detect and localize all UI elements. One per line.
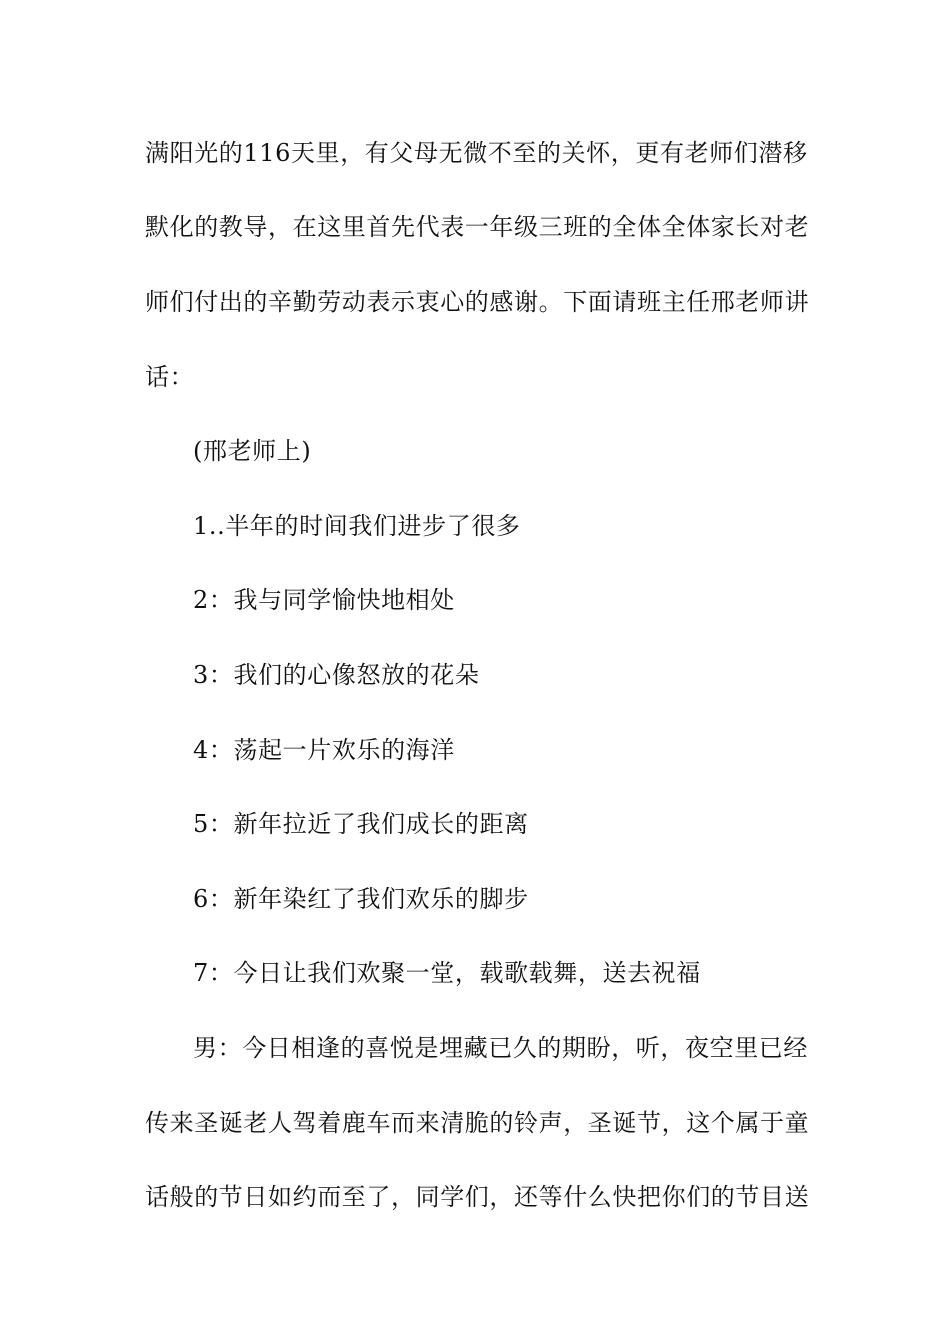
male-host-line-3: 话般的节日如约而至了，同学们，还等什么快把你们的节目送 <box>145 1183 810 1211</box>
paragraph-line-4: 话： <box>145 363 195 391</box>
paragraph-line-1: 满阳光的116天里，有父母无微不至的关怀，更有老师们潜移 <box>145 139 808 167</box>
paragraph-line-2: 默化的教导，在这里首先代表一年级三班的全体全体家长对老 <box>145 213 810 241</box>
male-host-line-1: 男：今日相逢的喜悦是埋藏已久的期盼，听，夜空里已经 <box>193 1034 808 1062</box>
list-item-1: 1..半年的时间我们进步了很多 <box>193 512 521 540</box>
list-item-7: 7：今日让我们欢聚一堂，载歌载舞，送去祝福 <box>193 959 701 987</box>
list-item-6: 6：新年染红了我们欢乐的脚步 <box>193 885 529 913</box>
stage-direction: (邢老师上) <box>193 437 312 465</box>
list-item-2: 2：我与同学愉快地相处 <box>193 586 455 614</box>
list-item-5: 5：新年拉近了我们成长的距离 <box>193 810 529 838</box>
list-item-4: 4：荡起一片欢乐的海洋 <box>193 736 455 764</box>
list-item-3: 3：我们的心像怒放的花朵 <box>193 661 480 689</box>
paragraph-line-3: 师们付出的辛勤劳动表示衷心的感谢。下面请班主任邢老师讲 <box>145 288 810 316</box>
male-host-line-2: 传来圣诞老人驾着鹿车而来清脆的铃声，圣诞节，这个属于童 <box>145 1109 810 1137</box>
